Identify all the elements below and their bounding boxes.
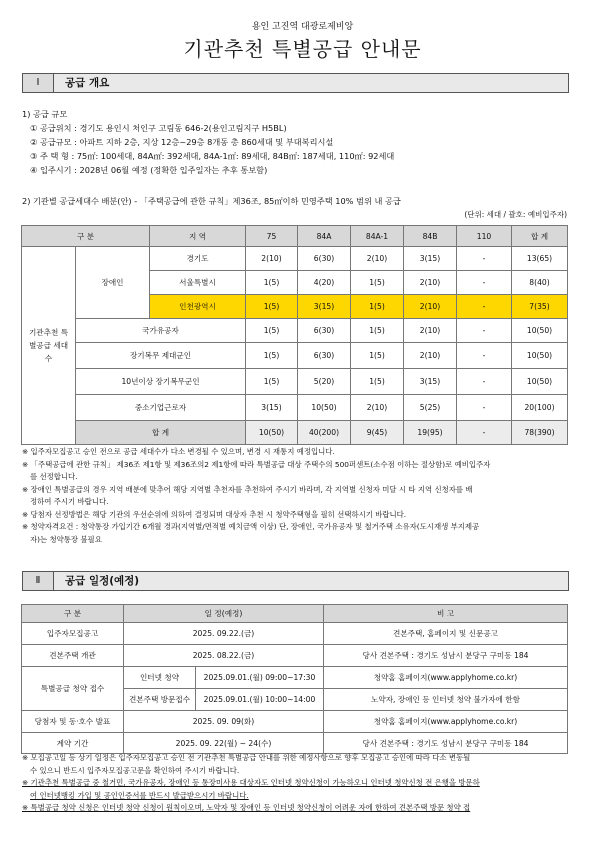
note-line: ※ 모집공고일 등 상기 일정은 입주자모집공고 승인 전 기관추천 특별공급 안내를 위한 예정사항으로 향후 모집공고 승인에 따라 다소 변동될: [22, 753, 471, 762]
supply-item: ④ 입주시기 : 2028년 06월 예정 (정확한 입주일자는 추후 통보함): [30, 165, 268, 175]
note-line: ※ 당첨자 선정방법은 해당 기관의 우선순위에 의하여 결정되며 대상자 추천 시 청약주택형을 필히 선택하시기 바랍니다.: [22, 509, 407, 519]
value-cell: -: [457, 319, 512, 343]
note-line: ※ 기관추천 특별공급 중 철거민, 국가유공자, 장애인 등 통장미사용 대상자도 인터넷 청약신청이 가능하오니 인터넷 청약신청 전 은행을 방문하: [22, 778, 480, 787]
section-title: 공급 개요: [65, 77, 110, 89]
value-cell: 1(5): [351, 295, 404, 319]
value-cell: 2(10): [246, 247, 298, 271]
allocation-heading: 2) 기관별 공급세대수 배분(안) - 「주택공급에 관한 규칙」제36조, 85㎡이하 민영주택 10% 범위 내 공급: [22, 196, 401, 206]
value-cell: 3(15): [404, 247, 457, 271]
header-subtitle: 용인 고진역 대광로제비앙: [251, 22, 354, 32]
col-header: 84A-1: [351, 226, 404, 247]
row-label: 특별공급 청약 접수: [22, 667, 124, 711]
note-cell: 청약홈 홈페이지(www.applyhome.co.kr): [324, 711, 568, 733]
value-cell: 6(30): [298, 319, 351, 343]
value-cell: -: [457, 295, 512, 319]
value-cell: 1(5): [246, 369, 298, 395]
supply-item: ③ 주 택 형 : 75㎡: 100세대, 84A㎡: 392세대, 84A-1㎡: 89세대, 84B㎡: 187세대, 110㎡: 92세대: [30, 151, 395, 161]
value-cell: 3(15): [298, 295, 351, 319]
col-header: 75: [246, 226, 298, 247]
value-cell: 2(10): [404, 343, 457, 369]
value-cell: 1(5): [351, 271, 404, 295]
note-line: 수 있으니 반드시 입주자모집공고문을 확인하여 주시기 바랍니다.: [30, 765, 240, 775]
value-cell: 6(30): [298, 343, 351, 369]
value-cell: 1(5): [351, 369, 404, 395]
note-cell: 청약홈 홈페이지(www.applyhome.co.kr): [324, 667, 568, 689]
date-cell: 2025. 08.22.(금): [124, 645, 324, 667]
value-cell: 4(20): [298, 271, 351, 295]
page-title: 기관추천 특별공급 안내문: [183, 37, 422, 61]
value-cell: 2(10): [404, 319, 457, 343]
note-line: 여 인터넷뱅킹 가입 및 공인인증서를 반드시 발급받으시기 바랍니다.: [30, 790, 249, 800]
date-cell: 2025. 09.22.(금): [124, 623, 324, 645]
value-cell: -: [457, 369, 512, 395]
total-label: 합 계: [76, 421, 246, 445]
total-cell: 40(200): [298, 421, 351, 445]
total-row: [22, 421, 568, 445]
note-line: ※ 특별공급 청약 신청은 인터넷 청약 신청이 원칙이오며, 노약자 및 장애인 등 인터넷 청약신청이 어려운 자에 한하여 견본주택 방문 청약 접: [22, 803, 471, 812]
supply-item: ② 공급규모 : 아파트 지하 2층, 지상 12층~29층 8개동 총 860세대 및 부대복리시설: [30, 137, 334, 147]
date-cell: 2025.09.01.(월) 09:00~17:30: [196, 667, 324, 689]
region-cell: 중소기업근로자: [76, 395, 246, 421]
section-header-1: [22, 73, 569, 93]
row-label: 당첨자 및 동·호수 발표: [22, 711, 124, 733]
note-cell: 노약자, 장애인 등 인터넷 청약 불가자에 한함: [324, 689, 568, 711]
date-cell: 2025. 09. 22(월) ~ 24(수): [124, 733, 324, 754]
row-label: 입주자모집공고: [22, 623, 124, 645]
note-cell: 견본주택, 홈페이지 및 신문공고: [324, 623, 568, 645]
notes-block-1: [22, 446, 582, 546]
section-header-2: [22, 571, 569, 591]
region-cell: 10년이상 장기복무군인: [76, 369, 246, 395]
total-cell: 10(50): [246, 421, 298, 445]
value-cell: 10(50): [512, 319, 568, 343]
note-line: 를 선정합니다.: [30, 472, 78, 481]
date-cell: 2025. 09. 09(화): [124, 711, 324, 733]
total-cell: 19(95): [404, 421, 457, 445]
region-cell: 국가유공자: [76, 319, 246, 343]
table-row: [22, 645, 568, 667]
value-cell: 1(5): [246, 295, 298, 319]
row-label: 계약 기간: [22, 733, 124, 754]
table-row: [22, 711, 568, 733]
value-cell: 1(5): [246, 319, 298, 343]
unit-note: (단위: 세대 / 괄호: 예비입주자): [464, 210, 567, 219]
total-cell: 9(45): [351, 421, 404, 445]
table-row: [22, 247, 568, 271]
value-cell: 2(10): [404, 271, 457, 295]
value-cell: -: [457, 395, 512, 421]
col-header: 110: [457, 226, 512, 247]
table-row: [22, 733, 568, 754]
note-line: 자)는 청약통장 불필요: [30, 534, 102, 544]
value-cell: 2(10): [351, 395, 404, 421]
value-cell: -: [457, 247, 512, 271]
sub-type-cell: 견본주택 방문접수: [124, 689, 196, 711]
table-row: [22, 319, 568, 343]
value-cell: -: [457, 343, 512, 369]
value-cell: 2(10): [351, 247, 404, 271]
col-header: 84B: [404, 226, 457, 247]
value-cell: -: [457, 271, 512, 295]
schedule-table: [21, 604, 568, 754]
value-cell: 20(100): [512, 395, 568, 421]
value-cell: 2(10): [404, 295, 457, 319]
col-header: 84A: [298, 226, 351, 247]
note-cell: 당사 견본주택 : 경기도 성남시 분당구 구미동 184: [324, 645, 568, 667]
table-row: [22, 395, 568, 421]
value-cell: 5(25): [404, 395, 457, 421]
region-cell: 경기도: [150, 247, 246, 271]
value-cell: 3(15): [404, 369, 457, 395]
note-line: ※ 장애인 특별공급의 경우 지역 배분에 맞추어 해당 지역별 추천자를 추천하여 주시기 바라며, 각 지역별 신청자 미달 시 타 지역 신청자를 배: [22, 484, 473, 494]
value-cell: 1(5): [246, 271, 298, 295]
section-number: Ⅰ: [23, 74, 54, 92]
value-cell: 1(5): [351, 319, 404, 343]
value-cell: 13(65): [512, 247, 568, 271]
value-cell: 8(40): [512, 271, 568, 295]
total-cell: -: [457, 421, 512, 445]
notes-block-2: [22, 752, 582, 815]
col-header: 합 계: [512, 226, 568, 247]
region-cell: 서울특별시: [150, 271, 246, 295]
supply-item: ① 공급위치 : 경기도 용인시 처인구 고림동 646-2(용인고림지구 H5BL): [30, 123, 287, 133]
value-cell: 10(50): [512, 343, 568, 369]
table-row: [22, 667, 568, 689]
table-row: [22, 623, 568, 645]
col-header: 일 정(예정): [124, 605, 324, 623]
value-cell: 1(5): [351, 343, 404, 369]
value-cell: 6(30): [298, 247, 351, 271]
col-header: 구 분: [22, 226, 150, 247]
value-cell: 5(20): [298, 369, 351, 395]
value-cell: 10(50): [298, 395, 351, 421]
table-row: [22, 369, 568, 395]
col-header: 지 역: [150, 226, 246, 247]
supply-scale-heading: 1) 공급 규모: [22, 109, 68, 119]
note-line: ※ 입주자모집공고 승인 전으로 공급 세대수가 다소 변경될 수 있으며, 변경 시 재통지 예정입니다.: [22, 447, 335, 456]
col-header: 구 분: [22, 605, 124, 623]
row-label: 견본주택 개관: [22, 645, 124, 667]
section-title: 공급 일정(예정): [65, 575, 140, 587]
value-cell: 3(15): [246, 395, 298, 421]
note-line: ※ 「주택공급에 관한 규칙」 제36조 제1항 및 제36조의2 제1항에 따라 특별공급 대상 주택수의 500퍼센트(소수점 이하는 절상함)로 예비입주자: [22, 459, 491, 469]
sub-type-cell: 인터넷 청약: [124, 667, 196, 689]
note-cell: 당사 견본주택 : 경기도 성남시 분당구 구미동 184: [324, 733, 568, 754]
allocation-table: [21, 225, 568, 445]
total-cell: 78(390): [512, 421, 568, 445]
group-label: 기관추천 특별공급 세대수: [22, 247, 76, 445]
region-cell: 장기복무 제대군인: [76, 343, 246, 369]
note-line: ※ 청약자격요건 : 청약통장 가입기간 6개월 경과(지역별/면적별 예치금액 이상) 단, 장애인, 국가유공자 및 철거주택 소유자(도시재생 부지제공: [22, 522, 480, 531]
section-number: Ⅱ: [23, 572, 54, 590]
note-line: 정하여 주시기 바랍니다.: [30, 497, 109, 506]
col-header: 비 고: [324, 605, 568, 623]
date-cell: 2025.09.01.(월) 10:00~14:00: [196, 689, 324, 711]
value-cell: 7(35): [512, 295, 568, 319]
disabled-label: 장애인: [76, 247, 150, 319]
value-cell: 1(5): [246, 343, 298, 369]
region-cell: 인천광역시: [150, 295, 246, 319]
value-cell: 10(50): [512, 369, 568, 395]
table-row: [22, 343, 568, 369]
